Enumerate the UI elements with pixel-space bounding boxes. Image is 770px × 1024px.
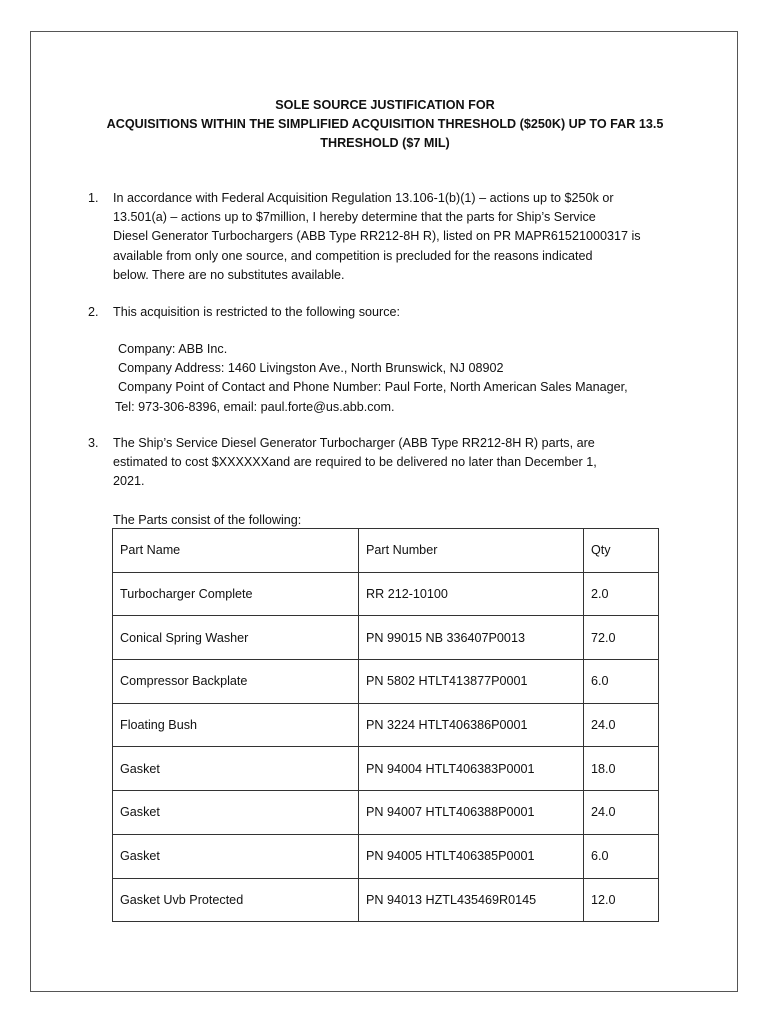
table-row: [113, 878, 659, 922]
company-name: Company: ABB Inc.: [118, 342, 228, 356]
header-part-name: Part Name: [113, 529, 359, 573]
item-1-line-4: available from only one source, and competition is precluded for the reasons indicated: [113, 248, 593, 263]
part-name-cell: Floating Bush: [113, 703, 359, 747]
part-number-cell: RR 212-10100: [359, 572, 584, 616]
document-title: [31, 96, 739, 153]
item-1-line-1: In accordance with Federal Acquisition Regulation 13.106-1(b)(1) – actions up to $250k or: [113, 191, 614, 205]
qty-cell: 6.0: [584, 660, 659, 704]
item-3-line-3: 2021.: [113, 474, 145, 489]
part-name-cell: Gasket: [113, 747, 359, 791]
item-2: [88, 303, 683, 322]
title-line-2: ACQUISITIONS WITHIN THE SIMPLIFIED ACQUISITION THRESHOLD ($250K) UP TO FAR 13.5: [106, 117, 664, 131]
item-1-number: 1.: [88, 191, 99, 205]
company-tel-email: Tel: 973-306-8396, email: paul.forte@us.abb.com.: [115, 399, 395, 414]
parts-caption: The Parts consist of the following:: [113, 513, 302, 527]
item-1: [88, 189, 683, 285]
document-page: [30, 31, 738, 992]
item-3: [88, 434, 683, 492]
title-line-3: THRESHOLD ($7 MIL): [320, 136, 450, 150]
title-line-1: SOLE SOURCE JUSTIFICATION FOR: [275, 98, 495, 112]
item-2-line-1: This acquisition is restricted to the following source:: [113, 305, 400, 319]
company-details: [115, 340, 695, 417]
company-address: Company Address: 1460 Livingston Ave., North Brunswick, NJ 08902: [118, 361, 504, 376]
item-1-line-5: below. There are no substitutes available.: [113, 267, 345, 282]
company-contact: Company Point of Contact and Phone Number: Paul Forte, North American Sales Manager,: [118, 380, 628, 395]
qty-cell: 12.0: [584, 878, 659, 922]
part-name-cell: Gasket: [113, 834, 359, 878]
part-name-cell: Gasket: [113, 791, 359, 835]
table-row: [113, 616, 659, 660]
qty-cell: 72.0: [584, 616, 659, 660]
part-number-cell: PN 3224 HTLT406386P0001: [359, 703, 584, 747]
qty-cell: 2.0: [584, 572, 659, 616]
table-row: [113, 791, 659, 835]
qty-cell: 24.0: [584, 703, 659, 747]
item-3-number: 3.: [88, 436, 99, 450]
part-number-cell: PN 94007 HTLT406388P0001: [359, 791, 584, 835]
header-part-number: Part Number: [359, 529, 584, 573]
part-name-cell: Gasket Uvb Protected: [113, 878, 359, 922]
item-1-line-3: Diesel Generator Turbochargers (ABB Type RR212-8H R), listed on PR MAPR61521000317 is: [113, 229, 641, 244]
table-row: [113, 703, 659, 747]
part-name-cell: Conical Spring Washer: [113, 616, 359, 660]
part-number-cell: PN 5802 HTLT413877P0001: [359, 660, 584, 704]
item-3-line-2: estimated to cost $XXXXXXand are required to be delivered no later than December 1,: [113, 455, 597, 470]
table-row: [113, 747, 659, 791]
part-name-cell: Compressor Backplate: [113, 660, 359, 704]
qty-cell: 6.0: [584, 834, 659, 878]
part-number-cell: PN 94013 HZTL435469R0145: [359, 878, 584, 922]
part-number-cell: PN 94004 HTLT406383P0001: [359, 747, 584, 791]
item-3-line-1: The Ship’s Service Diesel Generator Turbocharger (ABB Type RR212-8H R) parts, are: [113, 436, 595, 450]
item-1-line-2: 13.501(a) – actions up to $7million, I hereby determine that the parts for Ship’s Service: [113, 210, 596, 225]
qty-cell: 18.0: [584, 747, 659, 791]
parts-table: [112, 528, 659, 922]
item-2-number: 2.: [88, 305, 99, 319]
table-header-row: [113, 529, 659, 573]
part-number-cell: PN 99015 NB 336407P0013: [359, 616, 584, 660]
table-row: [113, 572, 659, 616]
table-row: [113, 834, 659, 878]
header-qty: Qty: [584, 529, 659, 573]
part-name-cell: Turbocharger Complete: [113, 572, 359, 616]
part-number-cell: PN 94005 HTLT406385P0001: [359, 834, 584, 878]
table-row: [113, 660, 659, 704]
qty-cell: 24.0: [584, 791, 659, 835]
